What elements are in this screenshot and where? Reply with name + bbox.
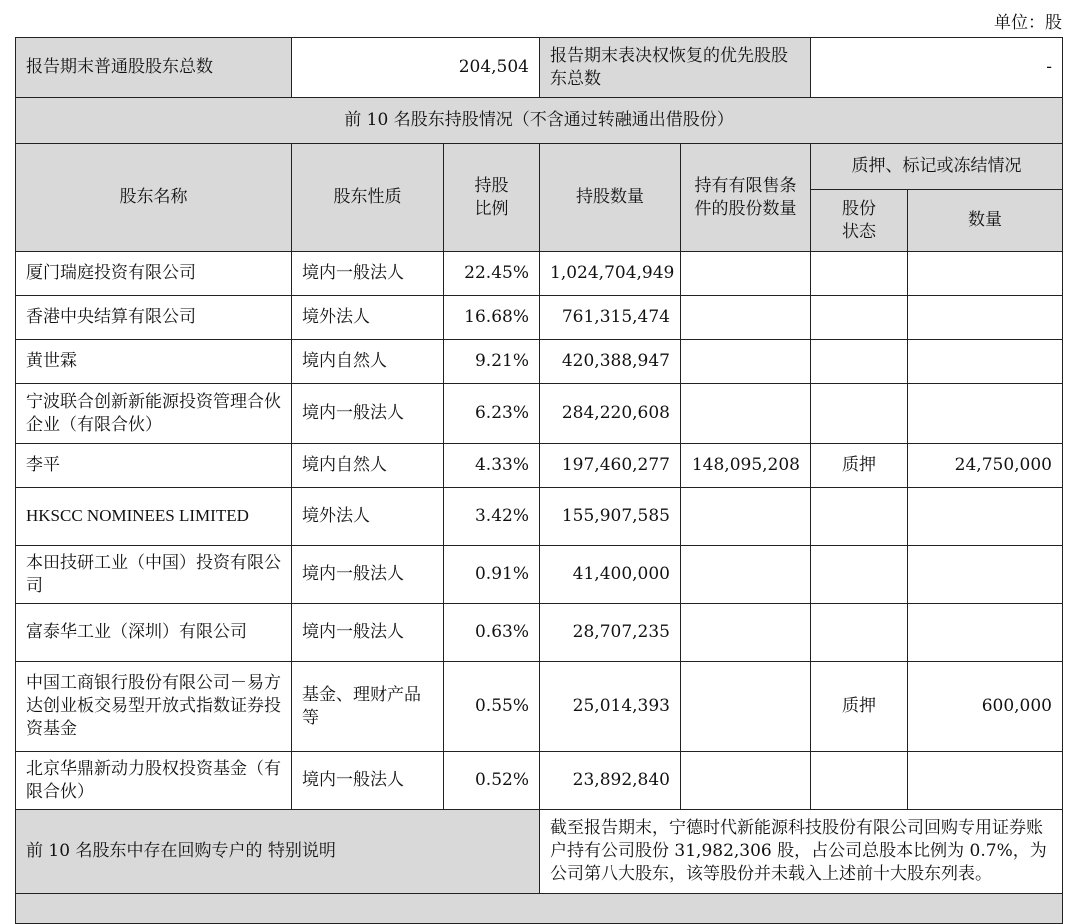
unit-label: 单位：股 (994, 13, 1062, 33)
restricted-shares (681, 340, 811, 384)
holding-ratio: 3.42% (444, 488, 540, 546)
shareholder-nature: 境内一般法人 (292, 752, 444, 810)
pledge-status (811, 488, 908, 546)
shareholder-nature: 境外法人 (292, 296, 444, 340)
restricted-shares (681, 752, 811, 810)
header-name: 股东名称 (16, 144, 292, 252)
shareholder-nature: 境内一般法人 (292, 546, 444, 604)
shareholder-name: 北京华鼎新动力股权投资基金（有限合伙） (16, 752, 292, 810)
shareholder-rows (16, 252, 1063, 810)
note-label: 前 10 名股东中存在回购专户的 特别说明 (16, 810, 540, 894)
shareholder-name: 李平 (16, 444, 292, 488)
note-text: 截至报告期末，宁德时代新能源科技股份有限公司回购专用证券账户持有公司股份 31,982,306 股，占公司总股本比例为 0.7%，为公司第八大股东，该等股份并未载入上述前十大股东列表。 (540, 810, 1063, 894)
holding-quantity: 25,014,393 (540, 662, 681, 752)
shareholder-name: 黄世霖 (16, 340, 292, 384)
table-row (16, 296, 1063, 340)
restricted-shares (681, 252, 811, 296)
shareholder-name: 香港中央结算有限公司 (16, 296, 292, 340)
pledge-status (811, 340, 908, 384)
pledge-status (811, 384, 908, 444)
pledge-quantity (908, 546, 1063, 604)
shareholder-name: 宁波联合创新新能源投资管理合伙企业（有限合伙） (16, 384, 292, 444)
holding-quantity: 155,907,585 (540, 488, 681, 546)
header-pledge-qty: 数量 (908, 190, 1063, 252)
pledge-quantity (908, 340, 1063, 384)
restricted-shares (681, 604, 811, 662)
shareholder-name: HKSCC NOMINEES LIMITED (16, 488, 292, 546)
restricted-shares (681, 546, 811, 604)
shareholder-name: 本田技研工业（中国）投资有限公司 (16, 546, 292, 604)
holding-ratio: 6.23% (444, 384, 540, 444)
shareholder-table (15, 37, 1063, 924)
pledge-quantity: 24,750,000 (908, 444, 1063, 488)
holding-quantity: 761,315,474 (540, 296, 681, 340)
restricted-shares (681, 662, 811, 752)
total-holders-label: 报告期末普通股股东总数 (16, 38, 292, 98)
header-pledge-group: 质押、标记或冻结情况 (811, 144, 1063, 190)
holding-quantity: 28,707,235 (540, 604, 681, 662)
shareholder-nature: 境外法人 (292, 488, 444, 546)
pledge-quantity (908, 296, 1063, 340)
pledge-quantity (908, 752, 1063, 810)
pledge-quantity (908, 252, 1063, 296)
pledge-status: 质押 (811, 444, 908, 488)
table-row (16, 252, 1063, 296)
restricted-shares: 148,095,208 (681, 444, 811, 488)
holding-quantity: 1,024,704,949 (540, 252, 681, 296)
table-row (16, 488, 1063, 546)
shareholder-nature: 基金、理财产品等 (292, 662, 444, 752)
pledge-status (811, 604, 908, 662)
holding-quantity: 197,460,277 (540, 444, 681, 488)
preferred-holders-label: 报告期末表决权恢复的优先股股东总数 (540, 38, 811, 98)
shareholder-nature: 境内一般法人 (292, 252, 444, 296)
header-nature: 股东性质 (292, 144, 444, 252)
holding-quantity: 420,388,947 (540, 340, 681, 384)
holding-ratio: 22.45% (444, 252, 540, 296)
header-ratio-text: 持股比例 (474, 175, 509, 219)
header-row-1 (16, 144, 1063, 190)
pledge-quantity: 600,000 (908, 662, 1063, 752)
header-pledge-status-text: 股份状态 (841, 198, 876, 242)
header-qty: 持股数量 (540, 144, 681, 252)
table-row (16, 444, 1063, 488)
shareholder-nature: 境内一般法人 (292, 604, 444, 662)
holding-ratio: 4.33% (444, 444, 540, 488)
holding-ratio: 0.91% (444, 546, 540, 604)
pledge-quantity (908, 488, 1063, 546)
pledge-quantity (908, 384, 1063, 444)
header-ratio (444, 144, 540, 252)
shareholder-nature: 境内一般法人 (292, 384, 444, 444)
pledge-status (811, 296, 908, 340)
table-row (16, 752, 1063, 810)
restricted-shares (681, 296, 811, 340)
table-row (16, 384, 1063, 444)
holding-ratio: 0.52% (444, 752, 540, 810)
holding-ratio: 9.21% (444, 340, 540, 384)
note-row (16, 810, 1063, 894)
header-restricted-text: 持有有限售条件的股份数量 (694, 175, 797, 219)
holding-quantity: 41,400,000 (540, 546, 681, 604)
shareholder-nature: 境内自然人 (292, 444, 444, 488)
holding-ratio: 0.55% (444, 662, 540, 752)
shareholder-name: 中国工商银行股份有限公司－易方达创业板交易型开放式指数证券投资基金 (16, 662, 292, 752)
section-title: 前 10 名股东持股情况（不含通过转融通出借股份） (16, 98, 1063, 144)
section-title-row (16, 98, 1063, 144)
table-row (16, 546, 1063, 604)
pledge-quantity (908, 604, 1063, 662)
holding-quantity: 23,892,840 (540, 752, 681, 810)
restricted-shares (681, 488, 811, 546)
total-holders-value: 204,504 (292, 38, 540, 98)
holding-quantity: 284,220,608 (540, 384, 681, 444)
pledge-status: 质押 (811, 662, 908, 752)
table-row (16, 604, 1063, 662)
preferred-holders-value: - (811, 38, 1063, 98)
summary-row (16, 38, 1063, 98)
holding-ratio: 16.68% (444, 296, 540, 340)
pledge-status (811, 752, 908, 810)
pledge-status (811, 252, 908, 296)
restricted-shares (681, 384, 811, 444)
shareholder-name: 富泰华工业（深圳）有限公司 (16, 604, 292, 662)
table-row (16, 662, 1063, 752)
shareholder-name: 厦门瑞庭投资有限公司 (16, 252, 292, 296)
table-row (16, 340, 1063, 384)
pledge-status (811, 546, 908, 604)
shareholder-nature: 境内自然人 (292, 340, 444, 384)
holding-ratio: 0.63% (444, 604, 540, 662)
header-restricted (681, 144, 811, 252)
header-pledge-status (811, 190, 908, 252)
